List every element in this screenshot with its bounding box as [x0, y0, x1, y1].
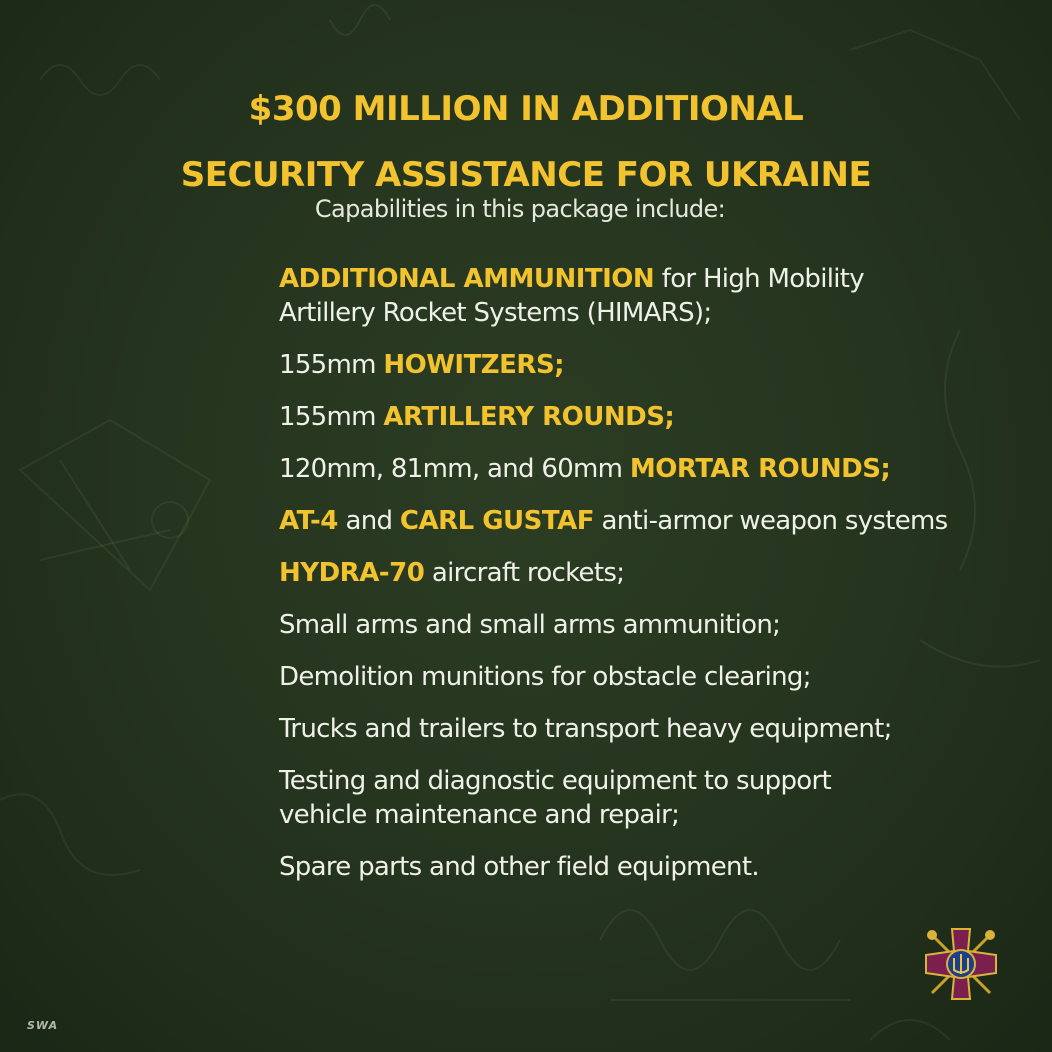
- item-text: 155mm: [279, 402, 384, 432]
- item-text: for High Mobility: [654, 264, 864, 294]
- item-text: Spare parts and other field equipment.: [279, 852, 759, 882]
- list-item: [279, 764, 1019, 832]
- item-highlight: ADDITIONAL AMMUNITION: [279, 264, 655, 294]
- item-text: 155mm: [279, 350, 384, 380]
- list-item: [279, 452, 1019, 486]
- item-highlight-2: CARL GUSTAF: [399, 506, 594, 536]
- title-line-1: $300 MILLION IN ADDITIONAL: [248, 89, 804, 129]
- list-item: [279, 556, 1019, 590]
- item-highlight: AT-4: [279, 506, 338, 536]
- item-text-continued: vehicle maintenance and repair;: [279, 800, 680, 830]
- list-item: [279, 608, 1019, 642]
- list-item: [279, 504, 1019, 538]
- item-text-continued: Artillery Rocket Systems (HIMARS);: [279, 298, 712, 328]
- item-highlight: MORTAR ROUNDS;: [629, 454, 891, 484]
- item-highlight: HYDRA-70: [279, 558, 425, 588]
- subtitle: Capabilities in this package include:: [314, 195, 726, 223]
- item-highlight: ARTILLERY ROUNDS;: [383, 402, 675, 432]
- item-text: Small arms and small arms ammunition;: [279, 610, 781, 640]
- list-item: [279, 660, 1019, 694]
- capabilities-list: [279, 262, 1019, 902]
- item-highlight: HOWITZERS;: [383, 350, 565, 380]
- watermark: SWA: [27, 1019, 59, 1032]
- page-title: [0, 76, 1052, 208]
- item-text-2: anti-armor weapon systems: [593, 506, 948, 536]
- item-text: Testing and diagnostic equipment to support: [279, 766, 831, 796]
- list-item: [279, 712, 1019, 746]
- list-item: [279, 262, 1019, 330]
- list-item: [279, 348, 1019, 382]
- ministry-of-defence-emblem-icon: [918, 921, 1004, 1007]
- item-text: Demolition munitions for obstacle clearing;: [279, 662, 811, 692]
- list-item: [279, 400, 1019, 434]
- item-text: Trucks and trailers to transport heavy equipment;: [279, 714, 892, 744]
- list-item: [279, 850, 1019, 884]
- item-text: and: [337, 506, 400, 536]
- title-line-2: SECURITY ASSISTANCE FOR UKRAINE: [180, 155, 872, 195]
- item-text: 120mm, 81mm, and 60mm: [279, 454, 630, 484]
- item-text: aircraft rockets;: [424, 558, 625, 588]
